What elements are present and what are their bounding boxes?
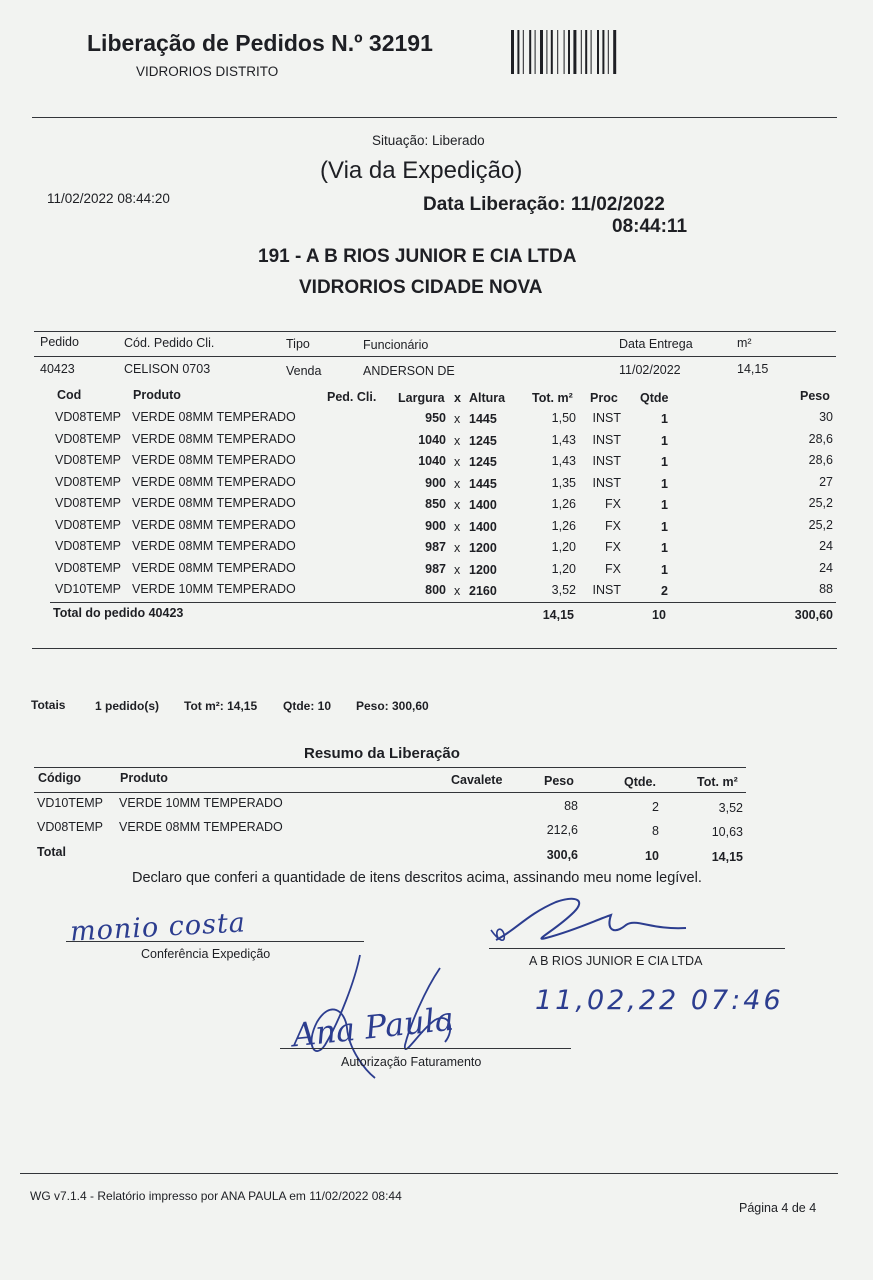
- order-header-divider: [34, 356, 836, 357]
- client-name: 191 - A B RIOS JUNIOR E CIA LTDA: [258, 246, 577, 267]
- hdr-largura: Largura: [398, 391, 445, 405]
- sum-col-tot-m2: Tot. m²: [697, 775, 738, 789]
- barcode-bar: [540, 30, 543, 74]
- hdr-cod: Cod: [57, 388, 82, 402]
- item-altura: 1400: [469, 519, 497, 534]
- item-tot-m2: 1,26: [551, 518, 576, 533]
- item-proc: INST: [592, 411, 621, 425]
- item-produto: VERDE 08MM TEMPERADO: [132, 431, 296, 446]
- footer-page: Página 4 de 4: [739, 1201, 817, 1215]
- totals-m2: Tot m²: 14,15: [184, 699, 258, 713]
- item-altura: 1200: [469, 541, 497, 555]
- items-header: [0, 388, 873, 410]
- table-row: [0, 518, 873, 540]
- item-proc: INST: [592, 454, 621, 468]
- hdr-produto: Produto: [133, 388, 181, 402]
- barcode-bar: [568, 30, 570, 74]
- item-cod: VD08TEMP: [55, 539, 121, 553]
- print-datetime: 11/02/2022 08:44:20: [47, 191, 170, 206]
- item-altura: 1400: [469, 498, 497, 512]
- sum-total-tot-m2: 14,15: [711, 850, 743, 864]
- item-cod: VD08TEMP: [55, 410, 121, 424]
- item-largura: 800: [425, 583, 446, 597]
- barcode-bar: [591, 30, 592, 74]
- item-cod: VD08TEMP: [55, 560, 121, 575]
- item-largura: 1040: [418, 454, 446, 468]
- faturamento-sign-line: [280, 1048, 571, 1049]
- barcode-bar: [535, 30, 536, 74]
- sum-col-cavalete: Cavalete: [451, 773, 503, 787]
- item-cod: VD08TEMP: [55, 517, 121, 532]
- branch-name: VIDRORIOS CIDADE NOVA: [299, 277, 543, 298]
- col-cod-cli: Cód. Pedido Cli.: [124, 336, 215, 350]
- item-tot-m2: 1,43: [551, 454, 576, 468]
- release-time: 08:44:11: [612, 216, 688, 237]
- table-row: [0, 410, 873, 432]
- hdr-tot-m2: Tot. m²: [532, 391, 573, 405]
- barcode-bar: [523, 30, 524, 74]
- sum-col-produto: Produto: [120, 771, 168, 785]
- sum-col-codigo: Código: [38, 771, 82, 785]
- order-total-peso: 300,60: [794, 608, 833, 622]
- via-label: (Via da Expedição): [320, 157, 523, 184]
- order-funcionario: ANDERSON DE: [363, 364, 455, 378]
- item-largura: 987: [425, 561, 446, 576]
- order-cod-cli: CELISON 0703: [124, 362, 211, 376]
- handwritten-date: 11,02,22 07:46: [535, 985, 784, 1016]
- item-tot-m2: 1,20: [551, 561, 576, 576]
- sum-col-qtde: Qtde.: [624, 775, 656, 789]
- sum-col-peso: Peso: [544, 774, 574, 788]
- item-produto: VERDE 08MM TEMPERADO: [132, 539, 296, 553]
- barcode-bar: [517, 30, 519, 74]
- items-bottom-divider: [50, 602, 836, 603]
- col-tipo: Tipo: [286, 337, 310, 351]
- col-pedido: Pedido: [40, 335, 79, 349]
- item-peso: 88: [819, 582, 833, 596]
- order-total-label: Total do pedido 40423: [53, 606, 184, 620]
- item-produto: VERDE 08MM TEMPERADO: [132, 453, 296, 467]
- totals-peso: Peso: 300,60: [356, 699, 429, 713]
- hdr-ped-cli: Ped. Cli.: [327, 390, 377, 404]
- declaration-text: Declaro que conferi a quantidade de itens descritos acima, assinando meu nome legível.: [132, 870, 702, 886]
- item-largura: 900: [425, 518, 446, 533]
- sum-row1-tot-m2: 3,52: [718, 801, 743, 815]
- order-top-divider: [34, 331, 836, 332]
- col-funcionario: Funcionário: [363, 338, 429, 352]
- table-row: [0, 453, 873, 475]
- hdr-qtde: Qtde: [640, 391, 669, 405]
- sum-total-peso: 300,6: [546, 848, 578, 862]
- sum-row2-peso: 212,6: [546, 823, 578, 837]
- hdr-peso: Peso: [800, 389, 830, 403]
- footer-printed-by: WG v7.1.4 - Relatório impresso por ANA PAULA em 11/02/2022 08:44: [30, 1189, 402, 1203]
- item-tot-m2: 1,20: [551, 540, 576, 554]
- item-peso: 25,2: [808, 517, 833, 532]
- item-qtde: 1: [661, 455, 668, 469]
- item-proc: INST: [592, 432, 621, 447]
- sum-total-qtde: 10: [645, 849, 659, 863]
- client-sign-line: [489, 948, 785, 949]
- sum-row2-qtde: 8: [652, 824, 659, 838]
- item-qtde: 1: [661, 562, 668, 577]
- item-x: x: [454, 584, 461, 598]
- barcode-bar: [585, 30, 587, 74]
- hdr-proc: Proc: [590, 391, 618, 405]
- item-peso: 27: [819, 474, 833, 489]
- release-date: Data Liberação: 11/02/2022: [423, 194, 665, 215]
- expedicao-signature: monio costa: [69, 907, 247, 948]
- client-signature: [486, 890, 686, 950]
- company-name: VIDRORIOS DISTRITO: [136, 64, 279, 79]
- item-qtde: 1: [661, 476, 668, 491]
- item-x: x: [454, 412, 461, 426]
- item-largura: 1040: [418, 432, 446, 447]
- expedicao-label: Conferência Expedição: [141, 947, 271, 961]
- item-largura: 850: [425, 497, 446, 511]
- hdr-altura: Altura: [469, 391, 506, 405]
- item-proc: FX: [605, 518, 621, 533]
- barcode-bar: [581, 30, 582, 74]
- table-row: [0, 539, 873, 561]
- order-m2: 14,15: [737, 362, 769, 376]
- order-total-m2: 14,15: [542, 608, 574, 622]
- item-altura: 1245: [469, 455, 497, 469]
- totals-label: Totais: [31, 698, 66, 712]
- expedicao-sign-line: [66, 941, 364, 942]
- barcode: [509, 30, 651, 74]
- item-produto: VERDE 08MM TEMPERADO: [132, 410, 296, 424]
- col-m2: m²: [737, 336, 752, 350]
- item-altura: 1445: [469, 412, 497, 426]
- item-qtde: 1: [661, 498, 668, 512]
- footer-divider: [20, 1173, 838, 1174]
- barcode-bar: [557, 30, 558, 74]
- item-tot-m2: 1,50: [551, 411, 576, 425]
- document-title: Liberação de Pedidos N.º 32191: [87, 30, 433, 56]
- item-tot-m2: 1,26: [551, 497, 576, 511]
- section-divider: [32, 648, 837, 649]
- table-row: [0, 432, 873, 454]
- client-label: A B RIOS JUNIOR E CIA LTDA: [529, 954, 703, 968]
- item-produto: VERDE 10MM TEMPERADO: [132, 582, 296, 596]
- item-x: x: [454, 519, 461, 534]
- item-x: x: [454, 498, 461, 512]
- table-row: [0, 561, 873, 583]
- sum-row2-produto: VERDE 08MM TEMPERADO: [119, 820, 283, 834]
- item-altura: 2160: [469, 584, 497, 598]
- table-row: [0, 582, 873, 604]
- barcode-bar: [564, 30, 565, 74]
- order-total-qtde: 10: [652, 608, 666, 622]
- summary-top-divider: [34, 767, 746, 768]
- item-proc: FX: [605, 561, 621, 576]
- item-proc: INST: [592, 583, 621, 597]
- item-produto: VERDE 08MM TEMPERADO: [132, 496, 296, 510]
- table-row: [0, 496, 873, 518]
- faturamento-label: Autorização Faturamento: [341, 1055, 482, 1069]
- sum-row1-produto: VERDE 10MM TEMPERADO: [119, 796, 283, 810]
- item-qtde: 2: [661, 584, 668, 598]
- item-altura: 1245: [469, 433, 497, 448]
- sum-row1-qtde: 2: [652, 800, 659, 814]
- item-peso: 24: [819, 560, 833, 575]
- sum-row1-codigo: VD10TEMP: [37, 796, 103, 810]
- item-cod: VD08TEMP: [55, 474, 121, 489]
- barcode-bar: [602, 30, 604, 74]
- item-qtde: 1: [661, 412, 668, 426]
- sum-row2-codigo: VD08TEMP: [37, 820, 103, 834]
- item-produto: VERDE 08MM TEMPERADO: [132, 474, 296, 489]
- hdr-x: x: [454, 391, 461, 405]
- situation-label: Situação: Liberado: [372, 133, 485, 148]
- item-x: x: [454, 541, 461, 555]
- col-data-entrega: Data Entrega: [619, 337, 693, 351]
- item-largura: 900: [425, 475, 446, 490]
- item-x: x: [454, 433, 461, 448]
- item-cod: VD08TEMP: [55, 453, 121, 467]
- item-qtde: 1: [661, 433, 668, 448]
- summary-title: Resumo da Liberação: [304, 745, 460, 762]
- item-peso: 28,6: [808, 431, 833, 446]
- item-produto: VERDE 08MM TEMPERADO: [132, 560, 296, 575]
- order-data-entrega: 11/02/2022: [619, 363, 681, 377]
- item-tot-m2: 1,43: [551, 432, 576, 447]
- sum-row2-tot-m2: 10,63: [711, 825, 743, 839]
- header-divider: [32, 117, 837, 118]
- barcode-bar: [546, 30, 547, 74]
- item-peso: 25,2: [808, 496, 833, 510]
- item-peso: 28,6: [808, 453, 833, 467]
- item-cod: VD10TEMP: [55, 582, 121, 596]
- item-proc: INST: [592, 475, 621, 490]
- barcode-bar: [529, 30, 531, 74]
- barcode-bar: [573, 30, 576, 74]
- totals-pedidos: 1 pedido(s): [95, 699, 160, 713]
- barcode-bar: [608, 30, 609, 74]
- item-produto: VERDE 08MM TEMPERADO: [132, 517, 296, 532]
- item-x: x: [454, 455, 461, 469]
- item-tot-m2: 3,52: [551, 583, 576, 597]
- barcode-bar: [597, 30, 599, 74]
- item-altura: 1445: [469, 476, 497, 491]
- item-peso: 30: [819, 410, 833, 424]
- order-pedido: 40423: [40, 362, 75, 376]
- faturamento-signature: Ana Paula: [290, 999, 456, 1055]
- item-x: x: [454, 562, 461, 577]
- summary-header-divider: [34, 792, 746, 793]
- sum-row1-peso: 88: [564, 799, 578, 813]
- item-qtde: 1: [661, 541, 668, 555]
- barcode-bar: [551, 30, 553, 74]
- barcode-bar: [613, 30, 616, 74]
- sum-total-label: Total: [37, 845, 66, 859]
- item-cod: VD08TEMP: [55, 431, 121, 446]
- item-peso: 24: [819, 539, 833, 553]
- item-proc: FX: [605, 497, 621, 511]
- item-largura: 987: [425, 540, 446, 554]
- order-tipo: Venda: [286, 364, 322, 378]
- item-largura: 950: [425, 411, 446, 425]
- item-altura: 1200: [469, 562, 497, 577]
- item-cod: VD08TEMP: [55, 496, 121, 510]
- table-row: [0, 475, 873, 497]
- item-qtde: 1: [661, 519, 668, 534]
- item-tot-m2: 1,35: [551, 475, 576, 490]
- totals-qtde: Qtde: 10: [283, 699, 332, 713]
- barcode-bar: [511, 30, 514, 74]
- item-proc: FX: [605, 540, 621, 554]
- item-x: x: [454, 476, 461, 491]
